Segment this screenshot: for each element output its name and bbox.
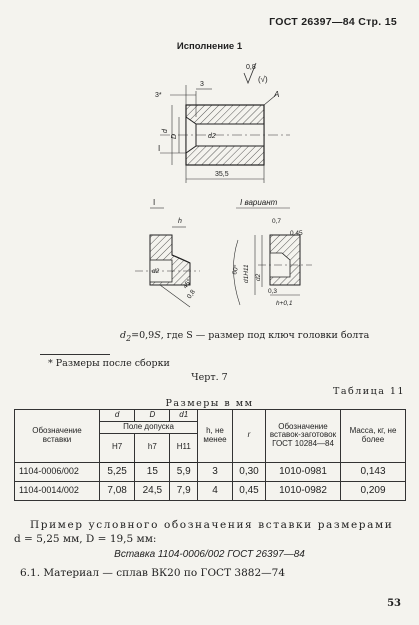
table-row: 1104-0014/002 7,08 24,5 7,9 4 0,45 1010-0982 0,209 <box>15 481 406 500</box>
material-clause: 6.1. Материал — сплав ВК20 по ГОСТ 3882—74 <box>20 567 286 579</box>
dim-3star: 3* <box>155 92 162 99</box>
variant-i-view <box>230 198 312 307</box>
th-mass: Масса, кг, не более <box>341 410 406 463</box>
detail-i-label: I <box>153 198 156 207</box>
variant-h01: h+0,1 <box>276 300 293 307</box>
formula-line: $d_2=0,9S$, где S — размер под ключ головки болта <box>120 330 370 343</box>
example-heading: Пример условного обозначения вставки размерами <box>30 519 394 531</box>
main-section-view <box>155 63 290 183</box>
footnote: * Размеры после сборки <box>48 358 170 369</box>
footnote-rule <box>40 354 110 355</box>
detail-d2: d2 <box>152 268 160 275</box>
th-d: d <box>100 410 135 422</box>
figure-caption: Черт. 7 <box>191 372 228 383</box>
th-h7-lower: h7 <box>135 433 170 462</box>
th-big-d: D <box>135 410 170 422</box>
technical-drawing <box>0 55 419 330</box>
detail-roughness: 0,8 <box>185 288 197 301</box>
dim-3: 3 <box>200 81 204 88</box>
table-caption: Размеры в мм <box>165 398 254 409</box>
variant-045: 0,45 <box>290 230 303 237</box>
dim-d: d <box>162 129 169 133</box>
variant-60: 60° <box>231 264 241 276</box>
roughness-top: 0,8 <box>246 64 256 71</box>
th-h7-upper: H7 <box>100 433 135 462</box>
variant-03: 0,3 <box>268 288 278 295</box>
variant-d2: d2 <box>255 273 262 281</box>
page-number: 53 <box>387 598 401 609</box>
detail-i-view <box>135 198 200 307</box>
th-designation: Обозначение вставки <box>15 410 100 463</box>
dim-d2: d2 <box>208 133 216 140</box>
th-d1: d1 <box>170 410 198 422</box>
dim-length: 35,5 <box>215 171 229 178</box>
th-h: h, не менее <box>198 410 233 463</box>
page-header: ГОСТ 26397—84 Стр. 15 <box>269 16 397 28</box>
th-h11: H11 <box>170 433 198 462</box>
detail-h: h <box>178 218 182 225</box>
th-r: r <box>233 410 266 463</box>
variant-label: I вариант <box>240 198 278 207</box>
variant-roughness: 0,7 <box>272 218 282 225</box>
example-designation: Вставка 1104-0006/002 ГОСТ 26397—84 <box>114 549 305 560</box>
table-number: Таблица 11 <box>333 386 405 397</box>
dimensions-table <box>14 409 406 501</box>
section-title: Исполнение 1 <box>176 41 243 52</box>
variant-dh11: d1H11 <box>243 264 250 283</box>
example-values: d = 5,25 мм, D = 19,5 мм: <box>14 533 157 545</box>
detail-45: 45° <box>181 278 194 291</box>
th-tolerance: Поле допуска <box>100 421 198 433</box>
label-a: A <box>274 90 280 99</box>
roughness-check: (√) <box>258 75 268 84</box>
label-i-top: I <box>158 144 161 153</box>
table-row: 1104-0006/002 5,25 15 5,9 3 0,30 1010-0981 0,143 <box>15 462 406 481</box>
dim-big-d: D <box>171 133 178 139</box>
th-blank: Обозначение вставок-заготовок ГОСТ 10284—84 <box>266 410 341 463</box>
